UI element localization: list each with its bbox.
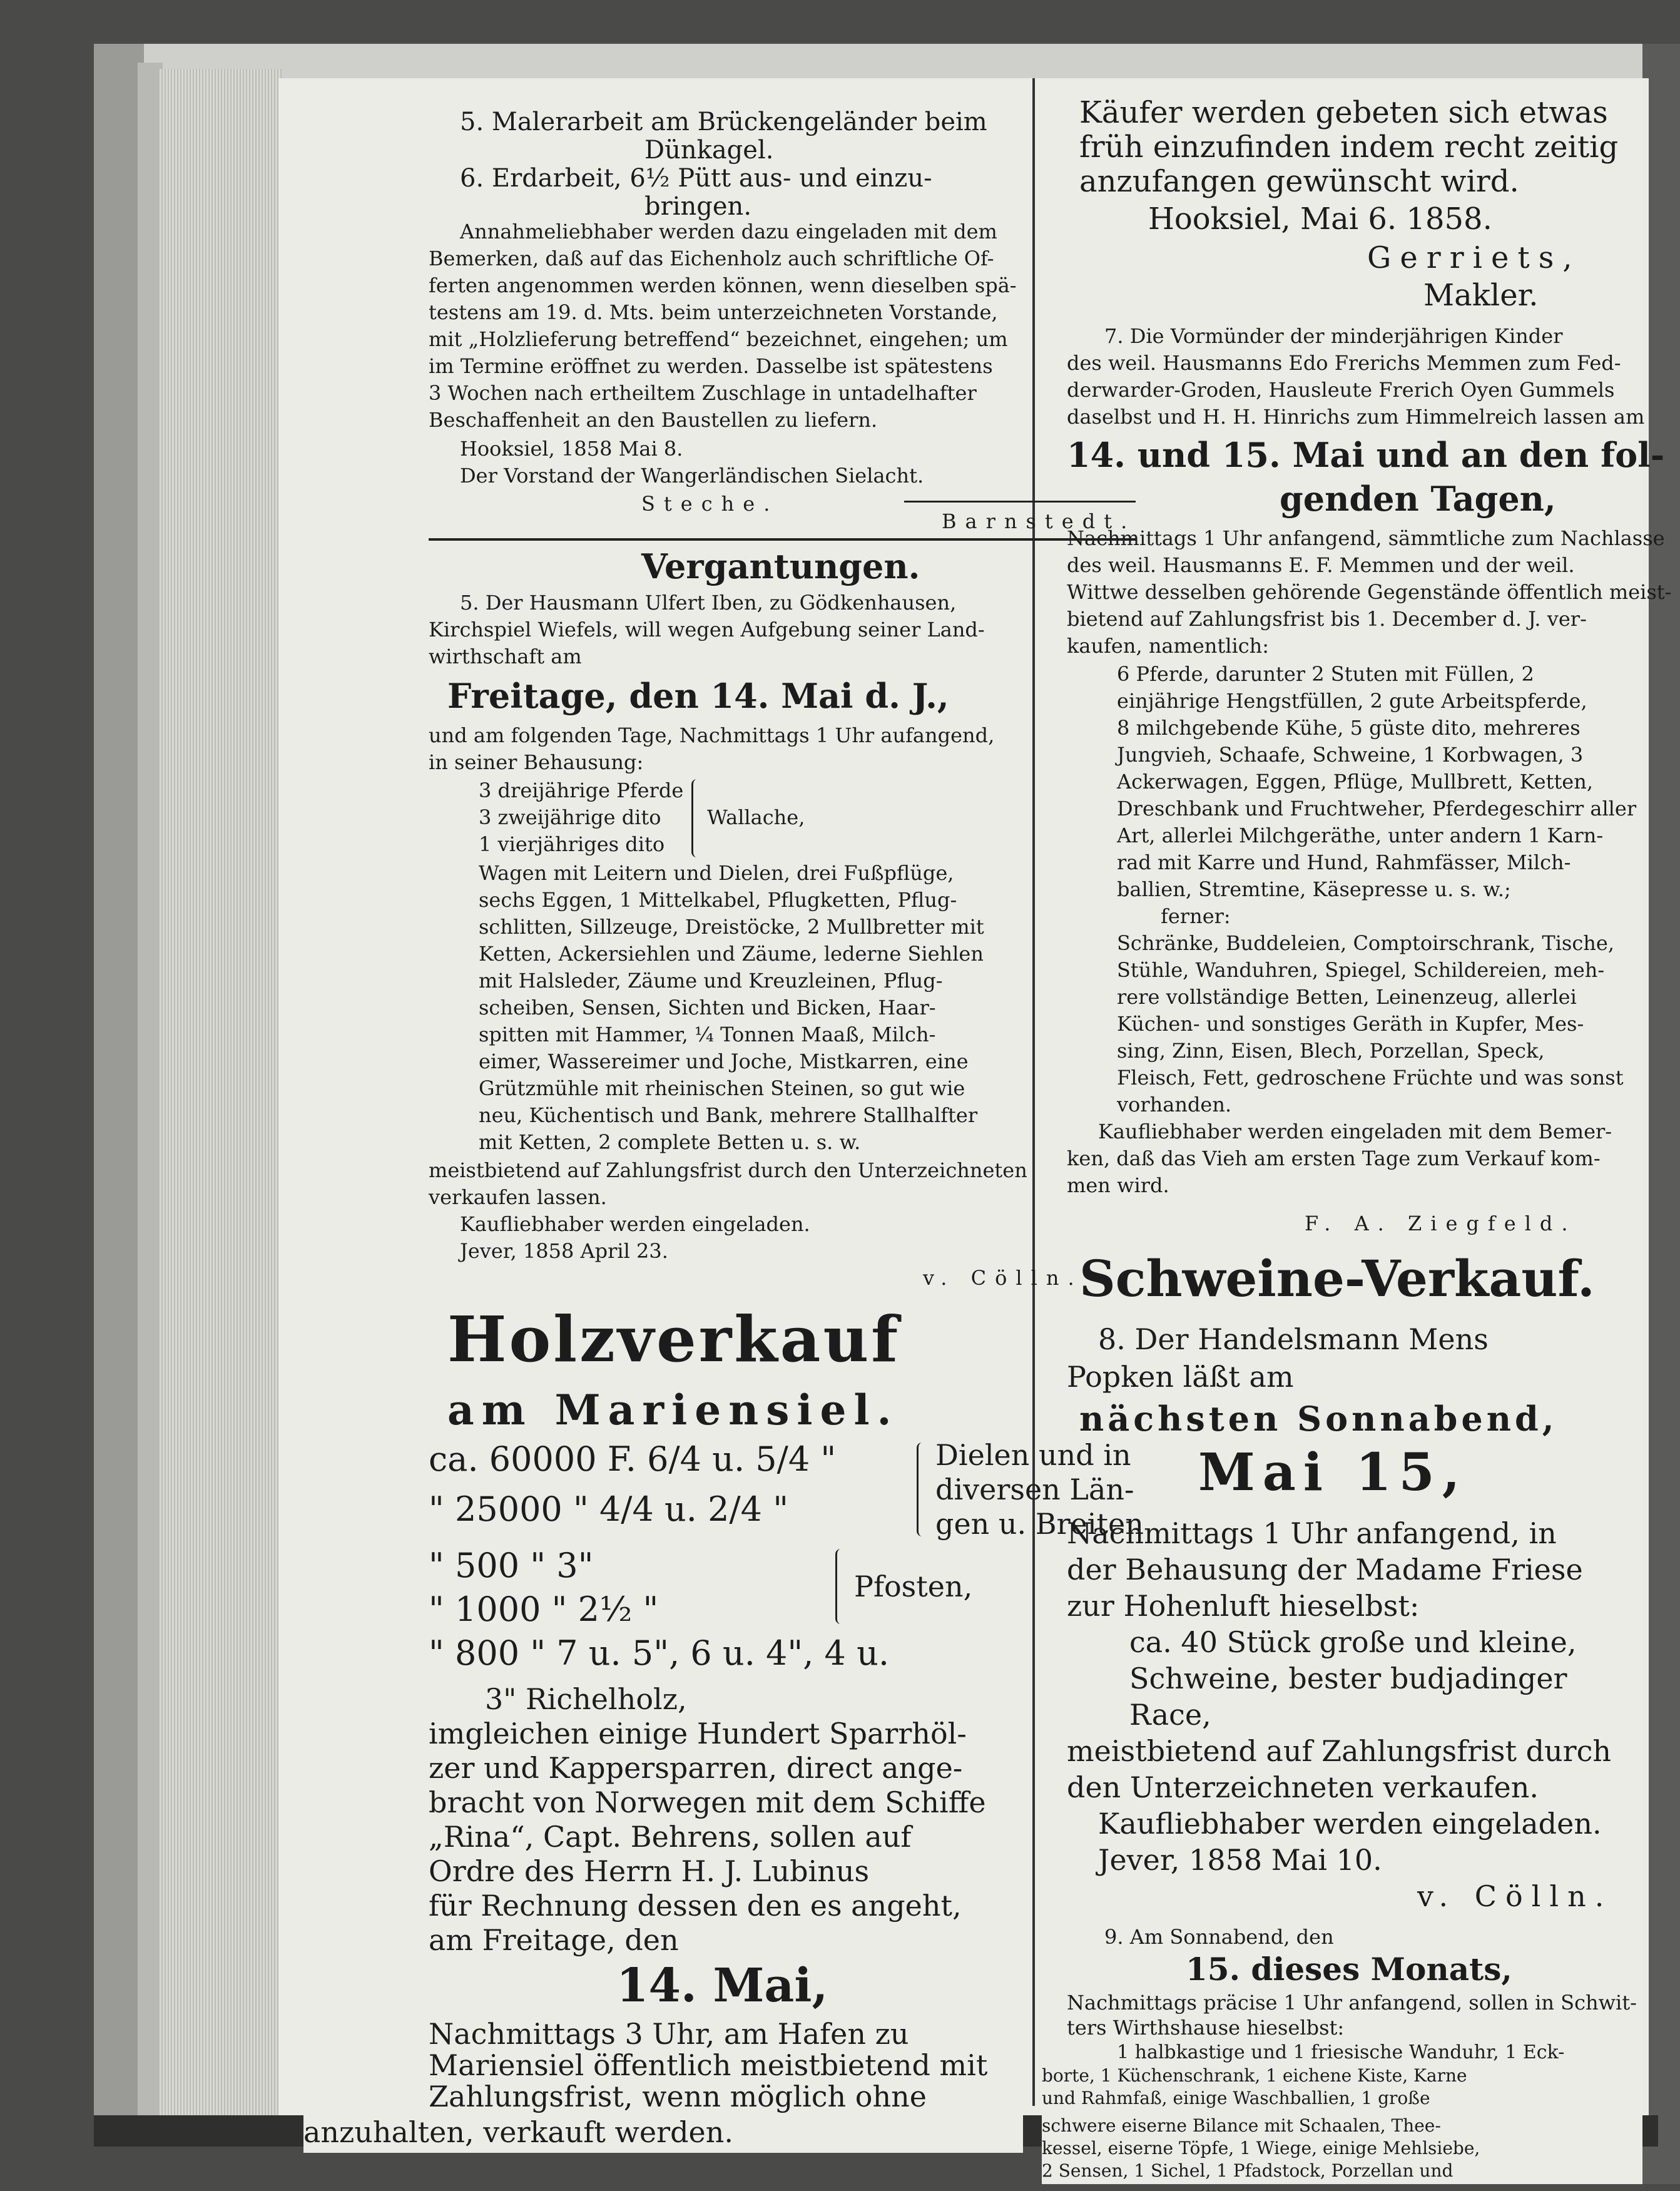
holz-text-line: bracht von Norwegen mit dem Schiffe [429,1785,986,1819]
list7b-line: vorhanden. [1117,1093,1232,1116]
signature-ziegfeld: F. A. Ziegfeld. [1305,1212,1577,1235]
v5-line: 5. Der Hausmann Ulfert Iben, zu Gödkenhausen, [460,591,957,615]
list9-line: kessel, eiserne Töpfe, 1 Wiege, einige Mehlsiebe, [1042,2138,1480,2158]
list7-line: Art, allerlei Milchgeräthe, unter andern 1 Karn- [1117,824,1604,847]
list9-line: und Rahmfaß, einige Waschballien, 1 große [1042,2088,1430,2108]
holz-text-line: „Rina“, Capt. Behrens, sollen auf [429,1820,912,1854]
list5-line: neu, Küchentisch und Bank, mehrere Stallhalfter [479,1103,978,1127]
p1-line: ferten angenommen werden können, wenn dieselben spä- [429,273,1017,297]
p8-line1: 8. Der Handelsmann Mens [1098,1322,1489,1356]
list5-line: scheiben, Sensen, Sichten und Bicken, Haar- [479,996,936,1019]
p7b-line: bietend auf Zahlungsfrist bis 1. December d. J. ver- [1067,607,1587,631]
p1-line: Annahmeliebhaber werden dazu eingeladen mit dem [460,220,997,243]
right-top-line: Käufer werden gebeten sich etwas [1079,95,1608,130]
list5-line: Wagen mit Leitern und Dielen, drei Fußpflüge, [479,861,954,885]
brace [917,1443,927,1536]
list9-line: schwere eiserne Bilance mit Schaalen, Thee- [1042,2115,1441,2136]
list7-line: einjährige Hengstfüllen, 2 gute Arbeitspferde, [1117,689,1587,713]
p1-line: 3 Wochen nach ertheiltem Zuschlage in untadelhafter [429,381,977,405]
holz-row: ca. 60000 F. 6/4 u. 5/4 " [429,1439,837,1479]
p8d-line: ca. 40 Stück große und kleine, [1129,1625,1577,1659]
p9-line1: 9. Am Sonnabend, den [1104,1925,1334,1949]
right-top-line: anzufangen gewünscht wird. [1079,164,1519,199]
p8d-line: Schweine, bester budjadinger [1129,1662,1567,1695]
horse-line: 1 vierjähriges dito [479,832,665,856]
p8c-line: Nachmittags 1 Uhr anfangend, in [1067,1516,1557,1550]
date-jever: Jever, 1858 April 23. [460,1239,668,1263]
p8e-line: Kaufliebhaber werden eingeladen. [1098,1807,1602,1841]
list5-line: mit Halsleder, Zäume und Kreuzleinen, Pflug- [479,969,943,993]
p1-line: im Termine eröffnet zu werden. Dasselbe ist spätestens [429,354,993,378]
holz-end-line: anzuhalten, verkauft werden. [303,2115,734,2149]
holz-text-line: imgleichen einige Hundert Sparrhöl- [429,1717,967,1750]
vorstand-line: Der Vorstand der Wangerländischen Sielacht. [460,464,924,488]
signature-rule [904,501,1136,503]
signature-colln: v. Cölln. [923,1266,1083,1290]
holz-text-line: am Freitage, den [429,1923,679,1957]
list7-line: ballien, Stremtine, Käsepresse u. s. w.; [1117,877,1511,901]
p7-line: 7. Die Vormünder der minderjährigen Kinder [1104,324,1563,348]
p7-line: des weil. Hausmanns Edo Frerichs Memmen zum Fed- [1067,351,1621,375]
bottom-right-overflow [1042,2065,1642,2115]
p7b-line: Nachmittags 1 Uhr anfangend, sämmtliche zum Nachlasse [1067,526,1665,550]
list7-line: Jungvieh, Schaafe, Schweine, 1 Korbwagen, 3 [1117,743,1584,767]
mariensiel-heading: am Mariensiel. [447,1386,899,1434]
item5-line2: Dünkagel. [644,136,774,165]
book-top-edge [94,44,1671,81]
wallache-label: Wallache, [707,805,805,829]
holz-row: " 25000 " 4/4 u. 2/4 " [429,1489,789,1529]
list5-line: sechs Eggen, 1 Mittelkabel, Pflugketten, Pflug- [479,888,957,912]
p8e-line: Jever, 1858 Mai 10. [1098,1843,1382,1877]
p1-line: testens am 19. d. Mts. beim unterzeichneten Vorstande, [429,300,998,324]
kaufliebhaber-line: Kaufliebhaber werden eingeladen. [460,1212,810,1236]
mai1415-heading: 14. und 15. Mai und an den fol- [1067,435,1665,475]
heading-vergantungen: Vergantungen. [641,546,920,586]
p7-line: derwarder-Groden, Hausleute Frerich Oyen Gummels [1067,378,1615,402]
p7b-line: kaufen, namentlich: [1067,634,1270,658]
signature-colln2: v. Cölln. [1417,1879,1613,1913]
freitag-heading: Freitage, den 14. Mai d. J., [447,676,949,716]
holz-end-line: Nachmittags 3 Uhr, am Hafen zu [429,2017,909,2051]
bottom-left-overflow [303,2115,1023,2153]
hooksiel-date: Hooksiel, Mai 6. 1858. [1148,202,1492,237]
list9-line: 1 halbkastige und 1 friesische Wanduhr, 1 Eck- [1117,2041,1565,2063]
holzverkauf-heading: Holzverkauf [447,1302,901,1376]
list7-line: 8 milchgebende Kühe, 5 güste dito, mehreres [1117,716,1581,740]
newspaper-page [278,78,1672,2115]
list7-line: Ackerwagen, Eggen, Pflüge, Mullbrett, Ketten, [1117,770,1594,794]
list7b-line: Stühle, Wanduhren, Spiegel, Schildereien, meh- [1117,958,1605,982]
book-page-stack-lines [160,69,282,2122]
brace [691,779,702,857]
p9b-line: Nachmittags präcise 1 Uhr anfangend, sollen in Schwit- [1067,1991,1637,2015]
list5-line: spitten mit Hammer, ¼ Tonnen Maaß, Milch- [479,1023,936,1046]
dielen-line: diversen Län- [935,1473,1134,1506]
p7b-line: Wittwe desselben gehörende Gegenstände öffentlich meist- [1067,580,1672,604]
horse-line: 3 zweijährige dito [479,805,661,829]
item6-line2: bringen. [644,192,752,221]
list5-line: Grützmühle mit rheinischen Steinen, so gut wie [479,1076,965,1100]
ferner-label: ferner: [1161,904,1231,928]
bottom-right-overflow2 [1042,2115,1642,2184]
signature-steche: Steche. [641,492,779,516]
p7c-line: ken, daß das Vieh am ersten Tage zum Verkauf kom- [1067,1147,1601,1170]
sonnabend-heading: nächsten Sonnabend, [1079,1399,1558,1439]
list9-line: borte, 1 Küchenschrank, 1 eichene Kiste, Karne [1042,2065,1467,2086]
holz-text-line: 3" Richelholz, [485,1682,687,1716]
p7-line: daselbst und H. H. Hinrichs zum Himmelreich lassen am [1067,405,1645,429]
holz-row: " 800 " 7 u. 5", 6 u. 4", 4 u. [429,1633,890,1673]
p8e-line: den Unterzeichneten verkaufen. [1067,1770,1539,1804]
makler-label: Makler. [1423,278,1539,313]
p8d-line: Race, [1129,1698,1211,1732]
p1-line: Beschaffenheit an den Baustellen zu liefern. [429,408,878,432]
p8e-line: meistbietend auf Zahlungsfrist durch [1067,1734,1612,1768]
section-rule [429,538,1136,541]
mai15-heading: Mai 15, [1198,1443,1468,1503]
v5c-line: meistbietend auf Zahlungsfrist durch den Unterzeichneten [429,1158,1027,1182]
list7-line: 6 Pferde, darunter 2 Stuten mit Füllen, 2 [1117,662,1534,686]
book-spine-edge [94,44,144,2122]
dielen-line: gen u. Breiten [935,1507,1144,1541]
holz-text-line: für Rechnung dessen den es angeht, [429,1889,962,1923]
schweine-heading: Schweine-Verkauf. [1079,1249,1595,1308]
holz-end-line: Mariensiel öffentlich meistbietend mit [429,2048,988,2082]
item6-line1: 6. Erdarbeit, 6½ Pütt aus- und einzu- [460,164,932,193]
v5b-line: in seiner Behausung: [429,750,644,774]
list5-line: schlitten, Sillzeuge, Dreistöcke, 2 Mullbretter mit [479,915,984,939]
holz-row: " 1000 " 2½ " [429,1590,659,1629]
list7b-line: Küchen- und sonstiges Geräth in Kupfer, Mes- [1117,1012,1584,1036]
right-top-line: früh einzufinden indem recht zeitig [1079,130,1619,165]
p8c-line: zur Hohenluft hieselbst: [1067,1589,1420,1623]
list5-line: mit Ketten, 2 complete Betten u. s. w. [479,1130,861,1154]
list5-line: eimer, Wassereimer und Joche, Mistkarren, eine [479,1050,969,1073]
list7-line: rad mit Karre und Hund, Rahmfässer, Milch- [1117,850,1571,874]
item5-line1: 5. Malerarbeit am Brückengeländer beim [460,108,987,136]
p7c-line: Kaufliebhaber werden eingeladen mit dem Bemer- [1098,1120,1612,1143]
mai14-heading: 14. Mai, [616,1959,828,2013]
v5-line: wirthschaft am [429,645,582,668]
signature-gerriets: Gerriets, [1367,240,1581,275]
p7c-line: men wird. [1067,1173,1169,1197]
book-page-stack [138,63,163,2122]
list5-line: Ketten, Ackersiehlen und Zäume, lederne Siehlen [479,942,984,966]
holz-row: " 500 " 3" [429,1546,594,1585]
mai1415-heading2: genden Tagen, [1280,479,1556,519]
dielen-line: Dielen und in [935,1438,1131,1472]
holz-text-line: zer und Kappersparren, direct ange- [429,1751,963,1785]
p8-line2: Popken läßt am [1067,1360,1294,1394]
p1-line: mit „Holzlieferung betreffend“ bezeichnet, eingehen; um [429,327,1008,351]
brace [835,1549,846,1624]
p8c-line: der Behausung der Madame Friese [1067,1553,1583,1586]
list7b-line: Schränke, Buddeleien, Comptoirschrank, Tische, [1117,931,1614,955]
list7b-line: rere vollständige Betten, Leinenzeug, allerlei [1117,985,1577,1009]
signature-barnstedt: Barnstedt. [942,509,1136,533]
p7b-line: des weil. Hausmanns E. F. Memmen und der weil. [1067,553,1575,577]
holz-text-line: Ordre des Herrn H. J. Lubinus [429,1854,870,1888]
list7b-line: Fleisch, Fett, gedroschene Früchte und was sonst [1117,1066,1624,1090]
horse-line: 3 dreijährige Pferde [479,779,684,802]
p1-line: Bemerken, daß auf das Eichenholz auch schriftliche Of- [429,247,994,270]
list9-line: 2 Sensen, 1 Sichel, 1 Pfadstock, Porzellan und [1042,2160,1453,2181]
pfosten-label: Pfosten, [854,1570,973,1603]
list7b-line: sing, Zinn, Eisen, Blech, Porzellan, Speck, [1117,1039,1545,1063]
holz-end-line: Zahlungsfrist, wenn möglich ohne [429,2080,927,2113]
v5-line: Kirchspiel Wiefels, will wegen Aufgebung seiner Land- [429,618,985,641]
p9b-line: ters Wirthshause hieselbst: [1067,2016,1345,2040]
date-hooksiel: Hooksiel, 1858 Mai 8. [460,437,683,461]
v5b-line: und am folgenden Tage, Nachmittags 1 Uhr aufangend, [429,723,995,747]
list7-line: Dreschbank und Fruchtweher, Pferdegeschirr aller [1117,797,1637,820]
column-divider [1032,78,1035,2106]
v5c-line: verkaufen lassen. [429,1185,607,1209]
monats-heading: 15. dieses Monats, [1186,1951,1512,1988]
